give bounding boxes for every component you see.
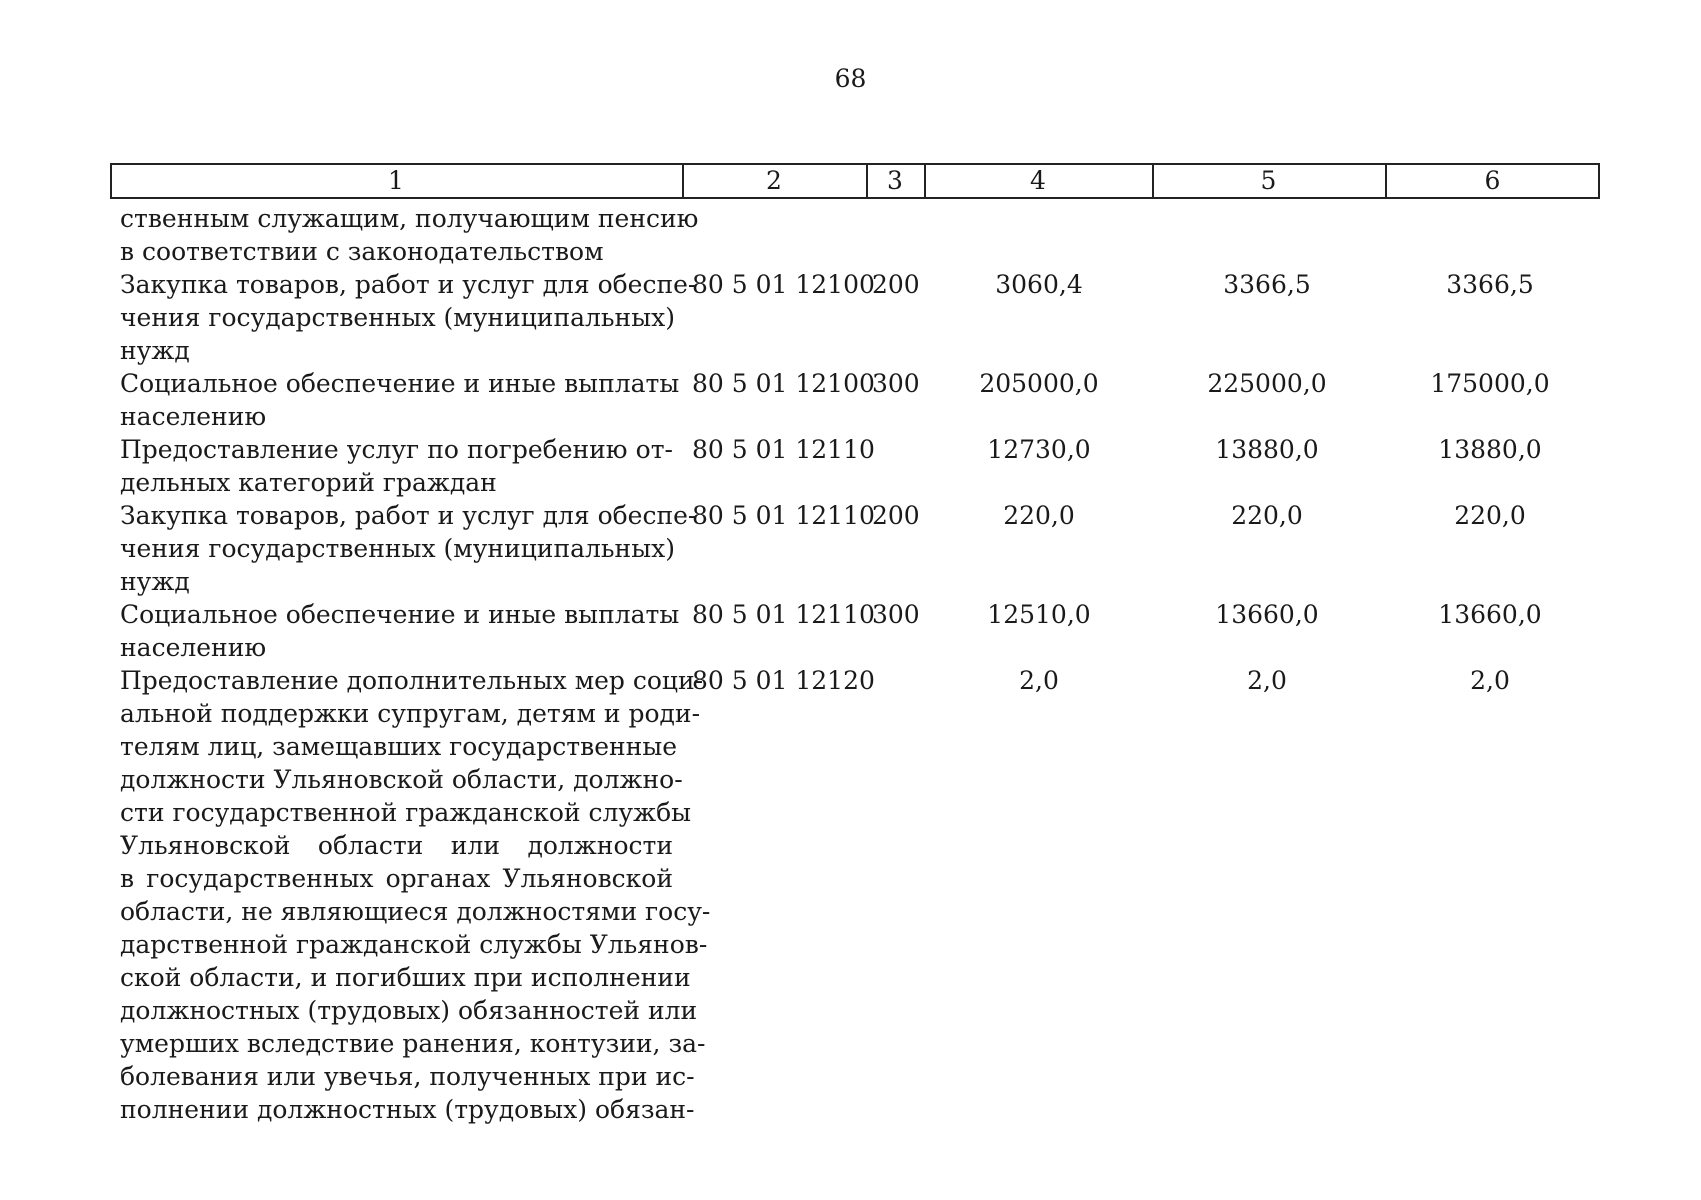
description-line: ской области, и погибших при исполнении (120, 963, 691, 992)
header-col-2: 2 (766, 166, 782, 195)
description-line: чения государственных (муниципальных) (120, 303, 675, 332)
description-line: Социальное обеспечение и иные выплаты (120, 369, 680, 398)
row-code: 80 5 01 12110 (692, 435, 875, 464)
description-line: полнении должностных (трудовых) обязан- (120, 1095, 695, 1124)
row-value-col6: 13660,0 (1438, 600, 1542, 629)
description-line: Социальное обеспечение и иные выплаты (120, 600, 680, 629)
header-col-5: 5 (1260, 166, 1277, 195)
row-description (120, 499, 697, 598)
row-value-col6: 13880,0 (1438, 435, 1542, 464)
description-line: телям лиц, замещавших государственные (120, 732, 678, 761)
row-expense-type: 200 (872, 270, 920, 299)
description-line: Ульяновской области или должности (120, 831, 673, 860)
row-value-col5: 225000,0 (1207, 369, 1327, 398)
row-value-col5: 3366,5 (1223, 270, 1311, 299)
row-value-col4: 12510,0 (987, 600, 1091, 629)
row-code: 80 5 01 12120 (692, 666, 875, 695)
description-line: в государственных органах Ульяновской (120, 864, 673, 893)
row-code: 80 5 01 12110 (692, 600, 875, 629)
description-line: Закупка товаров, работ и услуг для обеспе- (120, 270, 697, 299)
description-line: Закупка товаров, работ и услуг для обеспе- (120, 501, 697, 530)
description-line: населению (120, 402, 267, 431)
row-description (120, 433, 673, 499)
description-line: населению (120, 633, 267, 662)
description-line: Предоставление услуг по погребению от- (120, 435, 673, 464)
table-row (0, 499, 1701, 598)
description-line: должностных (трудовых) обязанностей или (120, 996, 698, 1025)
row-description (120, 202, 699, 268)
row-expense-type: 300 (872, 600, 920, 629)
row-description (120, 598, 680, 664)
header-col-4: 4 (1030, 166, 1046, 195)
description-line: ственным служащим, получающим пенсию (120, 204, 699, 233)
page-number: 68 (834, 64, 867, 93)
row-value-col6: 220,0 (1454, 501, 1526, 530)
row-code: 80 5 01 12100 (692, 270, 875, 299)
description-line: нужд (120, 336, 190, 365)
header-col-1: 1 (388, 166, 404, 195)
row-value-col6: 2,0 (1470, 666, 1510, 695)
row-value-col5: 13880,0 (1215, 435, 1319, 464)
row-value-col4: 3060,4 (995, 270, 1083, 299)
row-code: 80 5 01 12110 (692, 501, 875, 530)
table-row (0, 268, 1701, 367)
row-value-col4: 2,0 (1019, 666, 1059, 695)
row-value-col4: 205000,0 (979, 369, 1099, 398)
row-value-col5: 13660,0 (1215, 600, 1319, 629)
row-code: 80 5 01 12100 (692, 369, 875, 398)
description-line: чения государственных (муниципальных) (120, 534, 675, 563)
description-line: Предоставление дополнительных мер соци- (120, 666, 704, 695)
row-description (120, 367, 680, 433)
description-line: дарственной гражданской службы Ульянов- (120, 930, 708, 959)
row-value-col4: 220,0 (1003, 501, 1075, 530)
description-line: сти государственной гражданской службы (120, 798, 692, 827)
description-line: области, не являющиеся должностями госу- (120, 897, 711, 926)
row-value-col6: 175000,0 (1430, 369, 1550, 398)
header-col-6: 6 (1484, 166, 1501, 195)
description-line: должности Ульяновской области, должно- (120, 765, 683, 794)
row-description (120, 268, 697, 367)
row-expense-type: 200 (872, 501, 920, 530)
row-value-col6: 3366,5 (1446, 270, 1534, 299)
description-line: в соответствии с законодательством (120, 237, 604, 266)
table-row (0, 433, 1701, 499)
table-row (0, 598, 1701, 664)
row-value-col5: 2,0 (1247, 666, 1287, 695)
description-line: дельных категорий граждан (120, 468, 497, 497)
row-description (120, 664, 711, 1126)
row-value-col5: 220,0 (1231, 501, 1303, 530)
row-value-col4: 12730,0 (987, 435, 1091, 464)
table-row (0, 202, 1701, 268)
description-line: альной поддержки супругам, детям и роди- (120, 699, 701, 728)
table-row (0, 664, 1701, 1126)
description-line: болевания или увечья, полученных при ис- (120, 1062, 695, 1091)
row-expense-type: 300 (872, 369, 920, 398)
table-row (0, 367, 1701, 433)
header-col-3: 3 (887, 166, 903, 195)
description-line: умерших вследствие ранения, контузии, за- (120, 1029, 706, 1058)
description-line: нужд (120, 567, 190, 596)
